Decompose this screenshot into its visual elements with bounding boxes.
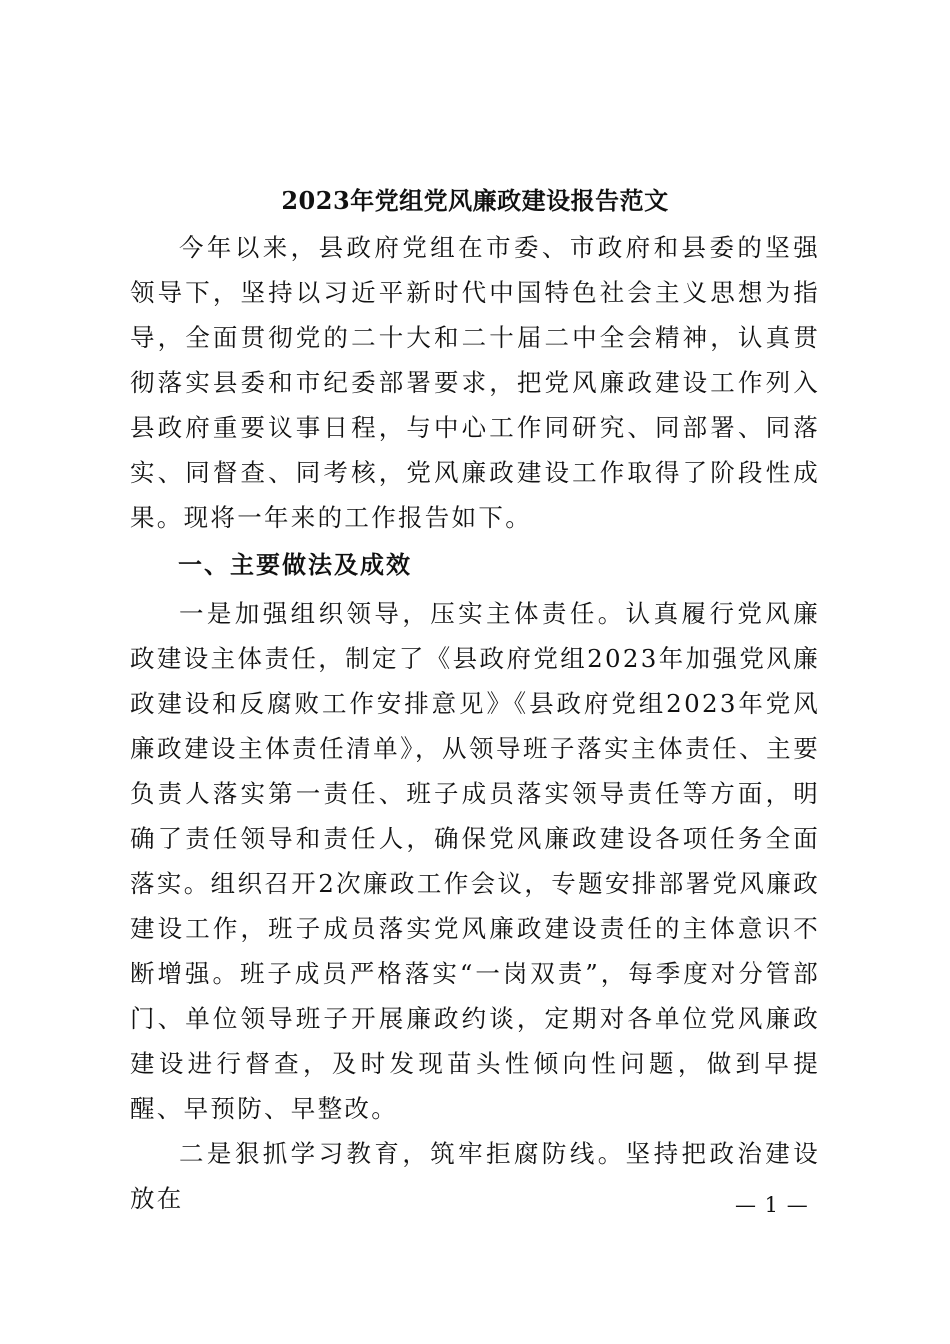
section-paragraph-1: 一是加强组织领导，压实主体责任。认真履行党风廉政建设主体责任，制定了《县政府党组2023年加强党风廉政建设和反腐败工作安排意见》《县政府党组2023年党风廉政建设主体责任清单》，从领导班子落实主体责任、主要负责人落实第一责任、班子成员落实领导责任等方面，明确了责任领导和责任人，确保党风廉政建设各项任务全面落实。组织召开2次廉政工作会议，专题安排部署党风廉政建设工作，班子成员落实党风廉政建设责任的主体意识不断增强。班子成员严格落实“一岗双责”，每季度对分管部门、单位领导班子开展廉政约谈，定期对各单位党风廉政建设进行督查，及时发现苗头性倾向性问题，做到早提醒、早预防、早整改。: [130, 599, 820, 1123]
document-body: [130, 225, 820, 1221]
document-title: 2023年党组党风廉政建设报告范文: [281, 186, 669, 215]
section-heading: 一、主要做法及成效: [178, 551, 412, 579]
page-number: — 1 —: [735, 1193, 809, 1217]
intro-paragraph: 今年以来，县政府党组在市委、市政府和县委的坚强领导下，坚持以习近平新时代中国特色社会主义思想为指导，全面贯彻党的二十大和二十届二中全会精神，认真贯彻落实县委和市纪委部署要求，把党风廉政建设工作列入县政府重要议事日程，与中心工作同研究、同部署、同落实、同督查、同考核，党风廉政建设工作取得了阶段性成果。现将一年来的工作报告如下。: [130, 233, 820, 532]
section-paragraph-2: 二是狠抓学习教育，筑牢拒腐防线。坚持把政治建设放在: [130, 1139, 820, 1213]
